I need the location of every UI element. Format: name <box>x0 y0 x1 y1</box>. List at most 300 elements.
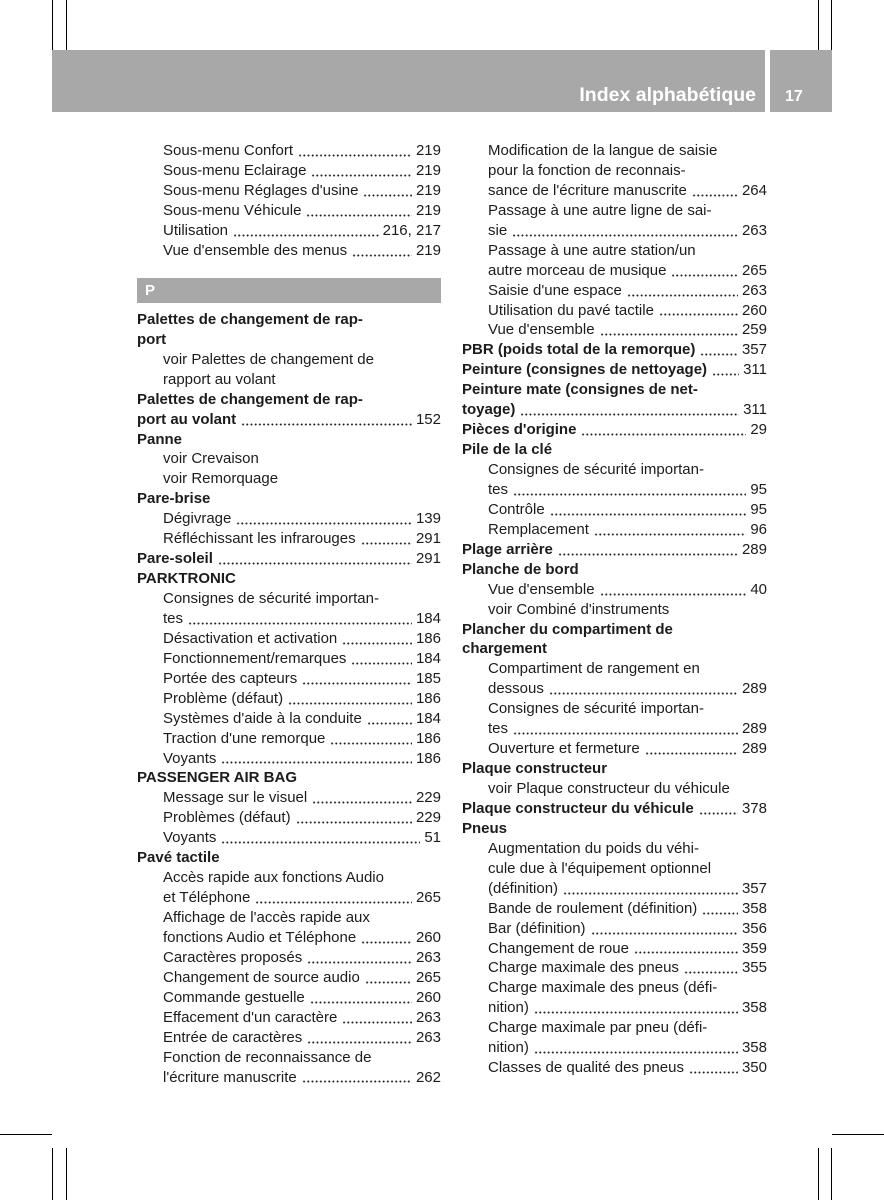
entry-text: Accès rapide aux fonctions Audio <box>163 869 384 887</box>
leader-dots <box>558 540 738 560</box>
index-subentry <box>137 350 441 370</box>
index-entry <box>462 400 767 420</box>
page-reference: 184 <box>415 609 441 627</box>
index-entry <box>137 310 441 330</box>
index-entry <box>462 759 767 779</box>
index-entry <box>462 620 767 640</box>
page-reference: 260 <box>415 928 441 946</box>
index-subentry <box>462 500 767 520</box>
leader-dots <box>351 649 412 669</box>
entry-text: nition) <box>488 999 529 1017</box>
leader-dots <box>365 968 412 988</box>
index-subentry <box>462 580 767 600</box>
entry-text: et Téléphone <box>163 889 251 907</box>
index-subentry <box>462 480 767 500</box>
index-subentry <box>137 241 441 261</box>
leader-dots <box>671 261 738 281</box>
index-subentry <box>137 1008 441 1028</box>
leader-dots <box>233 221 379 241</box>
entry-text: port au volant <box>137 410 237 428</box>
page-reference: 186 <box>415 749 441 767</box>
leader-dots <box>645 739 738 759</box>
page-reference: 357 <box>741 341 767 359</box>
entry-text: Pile de la clé <box>462 441 553 459</box>
index-subentry <box>462 1058 767 1078</box>
entry-text: Utilisation du pavé tactile <box>488 301 654 319</box>
page-reference: 263 <box>415 948 441 966</box>
leader-dots <box>236 509 412 529</box>
entry-text: Panne <box>137 430 183 448</box>
entry-text: Pare-soleil <box>137 550 213 568</box>
leader-dots <box>302 669 412 689</box>
page-reference: 219 <box>415 201 441 219</box>
index-entry <box>137 410 441 430</box>
entry-text: tes <box>488 480 509 498</box>
entry-text: Dégivrage <box>163 510 232 528</box>
page-reference: 263 <box>741 281 767 299</box>
entry-text: toyage) <box>462 401 516 419</box>
leader-dots <box>581 420 746 440</box>
entry-text: voir Combiné d'instruments <box>488 600 670 618</box>
index-entry <box>137 768 441 788</box>
leader-dots <box>549 679 738 699</box>
index-subentry <box>462 161 767 181</box>
leader-dots <box>312 788 412 808</box>
leader-dots <box>513 719 738 739</box>
entry-text: autre morceau de musique <box>488 261 667 279</box>
entry-text: Portée des capteurs <box>163 669 298 687</box>
entry-text: Problèmes (défaut) <box>163 809 291 827</box>
entry-text: Vue d'ensemble <box>488 580 595 598</box>
index-subentry <box>137 1028 441 1048</box>
index-subentry <box>137 968 441 988</box>
leader-dots <box>550 500 747 520</box>
crop-mark <box>52 0 53 50</box>
entry-text: PASSENGER AIR BAG <box>137 769 298 787</box>
index-entry <box>137 489 441 509</box>
entry-text: voir Palettes de changement de <box>163 350 374 368</box>
index-subentry <box>462 679 767 699</box>
page-reference: 95 <box>750 500 767 518</box>
leader-dots <box>302 1068 412 1088</box>
page-reference: 264 <box>741 181 767 199</box>
entry-text: Message sur le visuel <box>163 789 308 807</box>
crop-mark <box>66 1148 67 1200</box>
entry-text: Passage à une autre station/un <box>488 241 696 259</box>
entry-text: Sous-menu Réglages d'usine <box>163 181 359 199</box>
entry-text: (définition) <box>488 879 559 897</box>
leader-dots <box>361 529 412 549</box>
page-reference: 358 <box>741 1039 767 1057</box>
index-subentry <box>462 659 767 679</box>
entry-text: PBR (poids total de la remorque) <box>462 341 696 359</box>
page-reference: 355 <box>741 959 767 977</box>
entry-text: PARKTRONIC <box>137 570 236 588</box>
crop-mark <box>66 0 67 50</box>
page-reference: 219 <box>415 161 441 179</box>
leader-dots <box>591 919 738 939</box>
leader-dots <box>700 340 738 360</box>
leader-dots <box>296 808 412 828</box>
leader-dots <box>311 161 412 181</box>
entry-text: Consignes de sécurité importan- <box>163 590 379 608</box>
page-reference: 259 <box>741 321 767 339</box>
index-entry <box>462 799 767 819</box>
index-subentry <box>137 629 441 649</box>
entry-text: Plaque constructeur du véhicule <box>462 799 694 817</box>
index-subentry <box>462 201 767 221</box>
entry-text: Systèmes d'aide à la conduite <box>163 709 362 727</box>
entry-text: Palettes de changement de rap- <box>137 310 363 328</box>
page-reference: 219 <box>415 142 441 159</box>
page-reference: 358 <box>741 999 767 1017</box>
page-reference: 219 <box>415 181 441 199</box>
index-column-left <box>137 141 441 1087</box>
page-reference: 357 <box>741 879 767 897</box>
page-reference: 219 <box>415 241 441 259</box>
leader-dots <box>699 799 738 819</box>
index-subentry <box>462 779 767 799</box>
index-subentry <box>137 928 441 948</box>
entry-text: Fonction de reconnaissance de <box>163 1048 372 1066</box>
entry-text: Problème (défaut) <box>163 689 284 707</box>
entry-text: Pièces d'origine <box>462 421 577 439</box>
leader-dots <box>627 281 738 301</box>
index-subentry <box>462 899 767 919</box>
entry-text: port <box>137 330 167 348</box>
index-entry <box>462 440 767 460</box>
index-subentry <box>462 978 767 998</box>
index-subentry <box>137 589 441 609</box>
leader-dots <box>692 181 738 201</box>
page-reference: 186 <box>415 689 441 707</box>
entry-text: Sous-menu Eclairage <box>163 161 307 179</box>
page-reference: 152 <box>415 410 441 428</box>
leader-dots <box>221 749 412 769</box>
page-reference: 229 <box>415 809 441 827</box>
index-subentry <box>462 719 767 739</box>
entry-text: Planche de bord <box>462 560 579 578</box>
page-reference: 289 <box>741 720 767 738</box>
leader-dots <box>307 1028 412 1048</box>
entry-text: Affichage de l'accès rapide aux <box>163 909 370 927</box>
index-subentry <box>137 370 441 390</box>
entry-text: Compartiment de rangement en <box>488 660 700 678</box>
crop-mark <box>818 1148 819 1200</box>
index-subentry <box>137 509 441 529</box>
index-entry <box>462 560 767 580</box>
index-subentry <box>137 609 441 629</box>
page-reference: 265 <box>741 261 767 279</box>
page-reference: 289 <box>741 740 767 758</box>
page-reference: 263 <box>415 1008 441 1026</box>
leader-dots <box>288 689 412 709</box>
entry-text: Désactivation et activation <box>163 629 338 647</box>
page-reference: 311 <box>743 401 767 419</box>
index-entry <box>137 390 441 410</box>
page-reference: 263 <box>415 1028 441 1046</box>
leader-dots <box>221 828 420 848</box>
index-subentry <box>462 939 767 959</box>
leader-dots <box>600 320 738 340</box>
entry-text: Palettes de changement de rap- <box>137 390 363 408</box>
entry-text: Contrôle <box>488 500 545 518</box>
entry-text: Sous-menu Confort <box>163 142 294 159</box>
index-subentry <box>462 879 767 899</box>
entry-text: Consignes de sécurité importan- <box>488 461 704 478</box>
index-subentry <box>137 788 441 808</box>
entry-text: Voyants <box>163 749 217 767</box>
index-subentry <box>462 839 767 859</box>
entry-text: Pneus <box>462 819 508 837</box>
leader-dots <box>298 141 412 161</box>
entry-text: Fonctionnement/remarques <box>163 649 347 667</box>
index-subentry <box>137 868 441 888</box>
entry-text: pour la fonction de reconnais- <box>488 161 686 179</box>
index-entry <box>137 549 441 569</box>
entry-text: Traction d'une remorque <box>163 729 326 747</box>
index-subentry <box>137 669 441 689</box>
entry-text: Peinture mate (consignes de net- <box>462 381 698 399</box>
crop-mark <box>832 1134 884 1135</box>
page-reference: 186 <box>415 629 441 647</box>
leader-dots <box>342 629 412 649</box>
entry-text: Plancher du compartiment de <box>462 620 673 638</box>
page-reference: 96 <box>750 520 767 538</box>
leader-dots <box>361 928 412 948</box>
page-reference: 260 <box>741 301 767 319</box>
page-reference: 260 <box>415 988 441 1006</box>
leader-dots <box>241 410 412 430</box>
page-reference: 289 <box>741 680 767 698</box>
index-subentry <box>137 888 441 908</box>
index-subentry <box>462 141 767 161</box>
leader-dots <box>307 948 412 968</box>
leader-dots <box>513 480 746 500</box>
entry-text: voir Crevaison <box>163 450 259 468</box>
page-reference: 378 <box>741 799 767 817</box>
entry-text: Sous-menu Véhicule <box>163 201 302 219</box>
page-reference: 291 <box>415 550 441 568</box>
page-reference: 263 <box>741 221 767 239</box>
index-entry <box>137 848 441 868</box>
index-subentry <box>137 988 441 1008</box>
entry-text: Voyants <box>163 829 217 847</box>
index-subentry <box>137 221 441 241</box>
page-reference: 186 <box>415 729 441 747</box>
page-reference: 51 <box>424 829 441 847</box>
entry-text: Charge maximale des pneus <box>488 959 679 977</box>
leader-dots <box>702 899 738 919</box>
page-reference: 359 <box>741 939 767 957</box>
entry-text: Plage arrière <box>462 540 553 558</box>
entry-text: Classes de qualité des pneus <box>488 1059 684 1077</box>
index-entry <box>137 569 441 589</box>
entry-text: Passage à une autre ligne de sai- <box>488 201 712 219</box>
index-subentry <box>137 749 441 769</box>
index-subentry <box>462 1038 767 1058</box>
index-subentry <box>137 828 441 848</box>
index-entry <box>137 330 441 350</box>
index-subentry <box>462 699 767 719</box>
index-subentry <box>137 689 441 709</box>
index-subentry <box>462 301 767 321</box>
page-reference: 356 <box>741 919 767 937</box>
index-entry <box>462 340 767 360</box>
index-subentry <box>137 181 441 201</box>
page-reference: 262 <box>415 1068 441 1086</box>
index-subentry <box>462 221 767 241</box>
index-entry <box>462 540 767 560</box>
page-reference: 289 <box>741 540 767 558</box>
page-reference: 184 <box>415 709 441 727</box>
entry-text: Vue d'ensemble <box>488 321 595 339</box>
entry-text: Pavé tactile <box>137 849 220 867</box>
entry-text: Caractères proposés <box>163 948 303 966</box>
index-subentry <box>462 281 767 301</box>
index-subentry <box>462 520 767 540</box>
index-subentry <box>137 729 441 749</box>
leader-dots <box>310 988 412 1008</box>
leader-dots <box>534 998 738 1018</box>
header-band <box>52 50 765 112</box>
entry-text: rapport au volant <box>163 370 276 388</box>
entry-text: Vue d'ensemble des menus <box>163 241 348 259</box>
entry-text: Commande gestuelle <box>163 988 305 1006</box>
page-reference: 185 <box>415 669 441 687</box>
index-subentry <box>462 261 767 281</box>
page-reference: 350 <box>741 1059 767 1077</box>
entry-text: Changement de roue <box>488 939 629 957</box>
entry-text: cule due à l'équipement optionnel <box>488 859 712 877</box>
leader-dots <box>342 1008 412 1028</box>
leader-dots <box>689 1058 738 1078</box>
page-number: 17 <box>785 88 803 105</box>
leader-dots <box>712 360 739 380</box>
leader-dots <box>306 201 412 221</box>
entry-text: Remplacement <box>488 520 589 538</box>
index-entry <box>462 639 767 659</box>
leader-dots <box>363 181 411 201</box>
page-reference: 311 <box>743 361 767 379</box>
page-reference: 95 <box>750 480 767 498</box>
entry-text: voir Remorquage <box>163 470 279 488</box>
index-subentry <box>462 181 767 201</box>
entry-text: tes <box>488 720 509 738</box>
continued-entries <box>137 141 441 261</box>
section-letter: P <box>145 281 156 299</box>
page-reference: 216, 217 <box>382 221 441 239</box>
crop-mark <box>831 0 832 50</box>
index-subentry <box>137 141 441 161</box>
entry-text: Pare-brise <box>137 490 211 508</box>
index-subentry <box>137 649 441 669</box>
entry-text: sance de l'écriture manuscrite <box>488 181 687 199</box>
leader-dots <box>218 549 412 569</box>
entry-text: Changement de source audio <box>163 968 360 986</box>
index-subentry <box>462 460 767 480</box>
leader-dots <box>684 958 738 978</box>
entry-text: Réfléchissant les infrarouges <box>163 530 356 548</box>
index-subentry <box>462 320 767 340</box>
leader-dots <box>534 1038 738 1058</box>
section-entries <box>462 141 767 1078</box>
page-title: Index alphabétique <box>579 84 756 106</box>
index-entry <box>462 819 767 839</box>
entry-text: Plaque constructeur <box>462 760 608 778</box>
page-reference: 265 <box>415 889 441 907</box>
index-subentry <box>462 600 767 620</box>
page-reference: 184 <box>415 649 441 667</box>
entry-text: Bar (définition) <box>488 919 586 937</box>
entry-text: chargement <box>462 640 548 658</box>
index-subentry <box>137 808 441 828</box>
entry-text: nition) <box>488 1039 529 1057</box>
leader-dots <box>512 221 738 241</box>
index-subentry <box>137 161 441 181</box>
crop-mark <box>818 0 819 50</box>
leader-dots <box>188 609 412 629</box>
index-entry <box>462 360 767 380</box>
index-subentry <box>137 1068 441 1088</box>
entry-text: Effacement d'un caractère <box>163 1008 338 1026</box>
entry-text: Bande de roulement (définition) <box>488 899 698 917</box>
index-entry <box>462 380 767 400</box>
page-reference: 229 <box>415 789 441 807</box>
index-subentry <box>462 998 767 1018</box>
page-reference: 29 <box>750 421 767 439</box>
section-entries <box>137 310 441 1088</box>
leader-dots <box>594 520 746 540</box>
entry-text: Augmentation du poids du véhi- <box>488 839 699 857</box>
page-reference: 139 <box>415 510 441 528</box>
entry-text: dessous <box>488 680 544 698</box>
index-column-right <box>462 141 767 1078</box>
index-subentry <box>137 1048 441 1068</box>
page-reference: 40 <box>750 580 767 598</box>
entry-text: tes <box>163 609 184 627</box>
entry-text: voir Plaque constructeur du véhicule <box>488 780 730 797</box>
leader-dots <box>255 888 412 908</box>
entry-text: sie <box>488 221 508 239</box>
entry-text: Saisie d'une espace <box>488 281 622 299</box>
leader-dots <box>520 400 739 420</box>
entry-text: Entrée de caractères <box>163 1028 303 1046</box>
index-subentry <box>137 201 441 221</box>
leader-dots <box>600 580 747 600</box>
index-subentry <box>462 739 767 759</box>
leader-dots <box>634 939 738 959</box>
crop-mark <box>52 1148 53 1200</box>
index-subentry <box>462 1018 767 1038</box>
entry-text: Utilisation <box>163 221 229 239</box>
entry-text: Peinture (consignes de nettoyage) <box>462 361 708 379</box>
entry-text: Charge maximale des pneus (défi- <box>488 979 718 997</box>
index-entry <box>462 420 767 440</box>
entry-text: Charge maximale par pneu (défi- <box>488 1019 708 1037</box>
leader-dots <box>659 301 738 321</box>
leader-dots <box>352 241 412 261</box>
entry-text: l'écriture manuscrite <box>163 1068 297 1086</box>
index-subentry <box>462 859 767 879</box>
index-subentry <box>462 241 767 261</box>
index-subentry <box>137 449 441 469</box>
index-subentry <box>462 919 767 939</box>
entry-text: Consignes de sécurité importan- <box>488 700 704 718</box>
index-subentry <box>137 948 441 968</box>
leader-dots <box>367 709 412 729</box>
index-subentry <box>137 529 441 549</box>
